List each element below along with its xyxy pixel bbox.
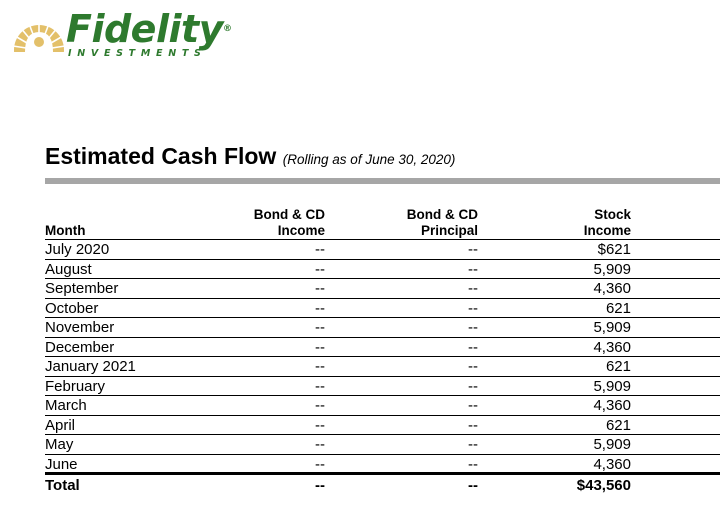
header-month: Month [45, 223, 86, 238]
cell-bond-principal: -- [468, 397, 478, 414]
cell-bond-income: -- [315, 416, 325, 434]
table-row [45, 240, 720, 260]
total-bond-income: -- [315, 477, 325, 494]
report-title: Estimated Cash Flow [45, 143, 277, 169]
table-row [45, 377, 720, 397]
cell-bond-income: -- [315, 241, 325, 258]
cell-month: August [45, 260, 92, 278]
cell-stock-income: 4,360 [593, 280, 631, 297]
table-row [45, 279, 720, 299]
cell-month: June [45, 455, 78, 473]
title-divider [45, 178, 720, 184]
header-bond-cd-income [230, 207, 325, 239]
brand-tagline: INVESTMENTS [68, 48, 207, 59]
header-bond-income-line1: Bond & CD [253, 207, 325, 222]
cell-month: September [45, 280, 119, 297]
cell-stock-income: 4,360 [593, 397, 631, 414]
cell-bond-principal: -- [468, 241, 478, 258]
cell-stock-income: 621 [605, 358, 631, 375]
cell-month: July 2020 [45, 241, 110, 258]
cell-bond-principal: -- [468, 319, 478, 336]
cell-stock-income: 5,909 [593, 377, 631, 395]
cell-stock-income: 5,909 [593, 319, 631, 336]
cell-bond-principal: -- [468, 299, 478, 317]
total-bond-principal: -- [468, 477, 478, 494]
header-bond-principal-line2: Principal [420, 223, 478, 238]
table-row [45, 416, 720, 436]
header-stock-income-line1: Stock [594, 207, 631, 222]
header-bond-principal-line1: Bond & CD [406, 207, 478, 222]
cell-bond-income: -- [315, 436, 325, 453]
cell-month: October [45, 299, 99, 317]
cell-month: January 2021 [45, 358, 136, 375]
cell-bond-principal: -- [468, 455, 478, 473]
cell-bond-principal: -- [468, 416, 478, 434]
cell-stock-income: 5,909 [593, 436, 631, 453]
table-row [45, 318, 720, 338]
brand-wordmark [66, 6, 231, 52]
fidelity-logo [12, 7, 262, 64]
cell-bond-income: -- [315, 280, 325, 297]
table-row [45, 299, 720, 319]
sunburst-logo-icon [12, 12, 66, 60]
table-row [45, 357, 720, 377]
cell-stock-income: 4,360 [593, 455, 631, 473]
table-row [45, 338, 720, 358]
cell-bond-income: -- [315, 338, 325, 356]
report-heading [45, 143, 455, 170]
cell-month: February [45, 377, 106, 395]
cell-month: November [45, 319, 115, 336]
cell-month: December [45, 338, 115, 356]
cell-bond-income: -- [315, 358, 325, 375]
cell-bond-principal: -- [468, 377, 478, 395]
table-row [45, 435, 720, 455]
cell-bond-income: -- [315, 299, 325, 317]
cell-stock-income: 5,909 [593, 260, 631, 278]
cell-month: April [45, 416, 76, 434]
header-bond-cd-principal [380, 207, 478, 239]
cell-bond-income: -- [315, 455, 325, 473]
cell-bond-income: -- [315, 319, 325, 336]
total-label: Total [45, 477, 80, 494]
cell-stock-income: $621 [597, 241, 631, 258]
table-row [45, 396, 720, 416]
brand-name: Fidelity [66, 7, 223, 51]
total-stock-income: $43,560 [576, 477, 631, 494]
cell-stock-income: 621 [605, 416, 631, 434]
cash-flow-table-body [45, 240, 720, 474]
cell-bond-principal: -- [468, 260, 478, 278]
cell-bond-principal: -- [468, 358, 478, 375]
cell-bond-income: -- [315, 260, 325, 278]
total-row [45, 476, 720, 496]
report-subtitle: (Rolling as of June 30, 2020) [282, 152, 456, 167]
cell-bond-principal: -- [468, 436, 478, 453]
header-bond-income-line2: Income [277, 223, 325, 238]
cell-month: March [45, 397, 87, 414]
cell-bond-principal: -- [468, 338, 478, 356]
cell-bond-income: -- [315, 377, 325, 395]
cell-stock-income: 4,360 [593, 338, 631, 356]
total-divider [45, 472, 720, 475]
header-stock-income [540, 207, 631, 239]
cell-month: May [45, 436, 74, 453]
registered-mark: ® [222, 24, 232, 34]
cell-bond-income: -- [315, 397, 325, 414]
cell-bond-principal: -- [468, 280, 478, 297]
table-row [45, 260, 720, 280]
header-stock-income-line2: Income [583, 223, 631, 238]
cell-stock-income: 621 [605, 299, 631, 317]
